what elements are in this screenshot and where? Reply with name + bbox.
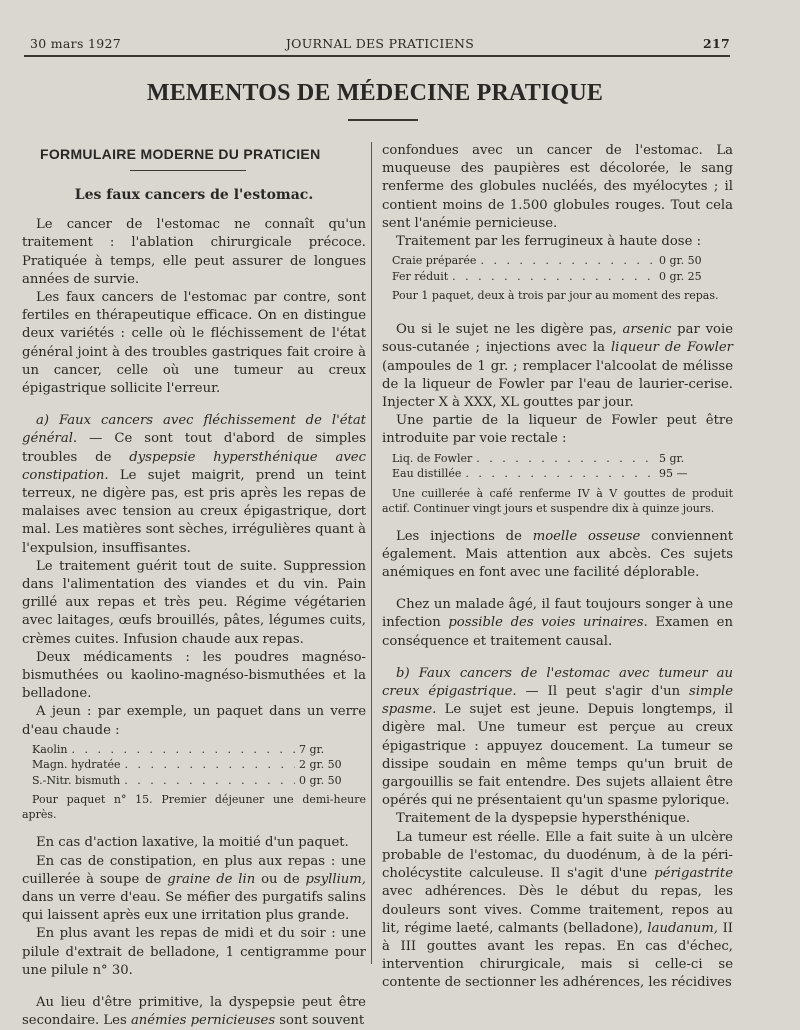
prescription-list: [392, 253, 733, 284]
paragraph: En cas d'action laxative, la moitié d'un paquet.: [36, 835, 349, 851]
header-rule: [24, 55, 730, 57]
prescription-line: Eau distillée . . . 95 —: [392, 466, 717, 482]
column-divider: [371, 142, 372, 964]
paragraph: Le traitement guérit tout de suite. Suppression dans l'alimentation des viandes et du vin. Pain grillé aux repas et très peu. Régime végétarien avec laitages, œufs brouillés, pâtes, légumes cuits, crèmes cuites. Infusion chaude aux repas.: [22, 558, 366, 647]
paragraph: A jeun : par exemple, un paquet dans un verre d'eau chaude :: [22, 704, 366, 738]
paragraph: a) Faux cancers avec fléchissement de l'état général. — Ce sont tout d'abord de simples troubles de dyspepsie hypersthénique avec constipation. Le sujet maigrit, prend un teint terreux, ne digère pas, est pris après les repas de malaises avec tension au creux épigastrique, dort mal. Les matières sont sèches, irrégulières quant à l'expulsion, insuffisantes.: [22, 413, 366, 556]
paragraph: Chez un malade âgé, il faut toujours songer à une infection possible des voies urinaires. Examen en conséquence et traitement causal.: [382, 597, 733, 649]
paragraph: La tumeur est réelle. Elle a fait suite à un ulcère probable de l'estomac, du duodénum, à de la péri-cholécystite calculeuse. Il s'agit d'une périgastrite avec adhérences. Dès le début du repas, les douleurs sont vives. Comme traitement, repos au lit, régime laeté, calmants (belladone), laudanum, II à III gouttes avant les repas. En cas d'échec, intervention chirurgicale, mais si celle-ci se contente de sectionner les adhérences, les récidives: [382, 829, 733, 991]
prescription-list: [392, 451, 733, 482]
prescription-line: Fer réduit . . . 0 gr. 25: [392, 269, 717, 285]
paragraph: En plus avant les repas de midi et du soir : une pilule d'extrait de belladone, 1 centigramme pour une pilule n° 30.: [22, 926, 366, 978]
paragraph: confondues avec un cancer de l'estomac. La muqueuse des paupières est décolorée, le sang renferme des globules nucléés, des myélocytes ; il contient moins de 1.500 globules rouges. Tout cela sent l'anémie pernicieuse.: [382, 143, 733, 231]
page-number: 217: [703, 36, 730, 51]
paragraph: Les injections de moelle osseuse conviennent également. Mais attention aux abcès. Ces sujets anémiques en font avec une facilité déplorable.: [382, 528, 734, 581]
subsection-title: b) Faux cancers de l'estomac avec tumeur au creux épigastrique.: [382, 665, 733, 700]
right-column: [382, 142, 733, 993]
journal-name: JOURNAL DES PRATICIENS: [285, 36, 475, 51]
prescription-line: Liq. de Fowler . . . 5 gr.: [392, 451, 717, 467]
issue-date: 30 mars 1927: [30, 36, 121, 51]
article-title: Les faux cancers de l'estomac.: [74, 187, 314, 203]
running-head: [30, 36, 730, 54]
paragraph: Le cancer de l'estomac ne connaît qu'un traitement : l'ablation chirurgicale précoce. Pratiquée à temps, elle peut assurer de longues années de survie.: [22, 217, 366, 287]
prescription-line: S.-Nitr. bismuth . . . 0 gr. 50: [32, 773, 357, 789]
subsection-title: a) Faux cancers avec fléchissement de l'état général.: [22, 413, 366, 447]
paragraph: Ou si le sujet ne les digère pas, arsenic par voie sous-cutanée ; injections avec la liqueur de Fowler (ampoules de 1 gr. ; remplacer l'alcoolat de mélisse de la liqueur de Fowler par l'eau de laurier-cerise. Injecter X à XXX, XL gouttes par jour.: [382, 322, 733, 411]
prescription-line: Craie préparée . . . 0 gr. 50: [392, 253, 717, 269]
paragraph: Traitement de la dyspepsie hypersthénique.: [396, 811, 691, 827]
paragraph: b) Faux cancers de l'estomac avec tumeur au creux épigastrique. — Il peut s'agir d'un simple spasme. Le sujet est jeune. Depuis longtemps, il digère mal. Une tumeur est perçue au creux épigastrique : appuyez doucement. La tumeur se dissipe soudain en même temps qu'un bruit de gargouillis se fait entendre. Des sujets allaient être opérés qui ne présentaient qu'un spasme pylorique.: [382, 665, 734, 809]
prescription-note: Une cuillerée à café renferme IV à V gouttes de produit actif. Continuer vingt jours et suspendre dix à quinze jours.: [382, 486, 733, 515]
paragraph: Au lieu d'être primitive, la dyspepsie peut être secondaire. Les anémies pernicieuses sont souvent: [22, 995, 366, 1029]
page-title: MEMENTOS DE MÉDECINE PRATIQUE: [146, 80, 604, 106]
prescription-note: Pour 1 paquet, deux à trois par jour au moment des repas.: [392, 289, 719, 303]
prescription-list: [32, 742, 366, 789]
prescription-line: Kaolin . . . 7 gr.: [32, 742, 357, 758]
paragraph: Traitement par les ferrugineux à haute dose :: [396, 234, 702, 250]
paragraph: Les faux cancers de l'estomac par contre, sont fertiles en thérapeutique efficace. On en distingue deux variétés : celle où le fléchissement de l'état général joint à des troubles gastriques fait croire à un cancer, celle où une tumeur au creux épigastrique sollicite l'erreur.: [22, 290, 366, 397]
paragraph: Une partie de la liqueur de Fowler peut être introduite par voie rectale :: [382, 413, 733, 447]
title-rule: [348, 119, 418, 121]
left-column: [22, 186, 366, 1030]
paragraph: Deux médicaments : les poudres magnéso-bismuthées ou kaolino-magnéso-bismuthées et la belladone.: [22, 649, 366, 702]
paragraph: En cas de constipation, en plus aux repas : une cuillerée à soupe de graine de lin ou de psyllium, dans un verre d'eau. Se méfier des purgatifs salins qui laissent après eux une irritation plus grande.: [22, 853, 366, 924]
section-rule: [130, 170, 246, 171]
prescription-line: Magn. hydratée . . . 2 gr. 50: [32, 757, 357, 773]
section-heading: FORMULAIRE MODERNE DU PRATICIEN: [40, 146, 321, 162]
prescription-note: Pour paquet n° 15. Premier déjeuner une demi-heure après.: [22, 793, 366, 822]
